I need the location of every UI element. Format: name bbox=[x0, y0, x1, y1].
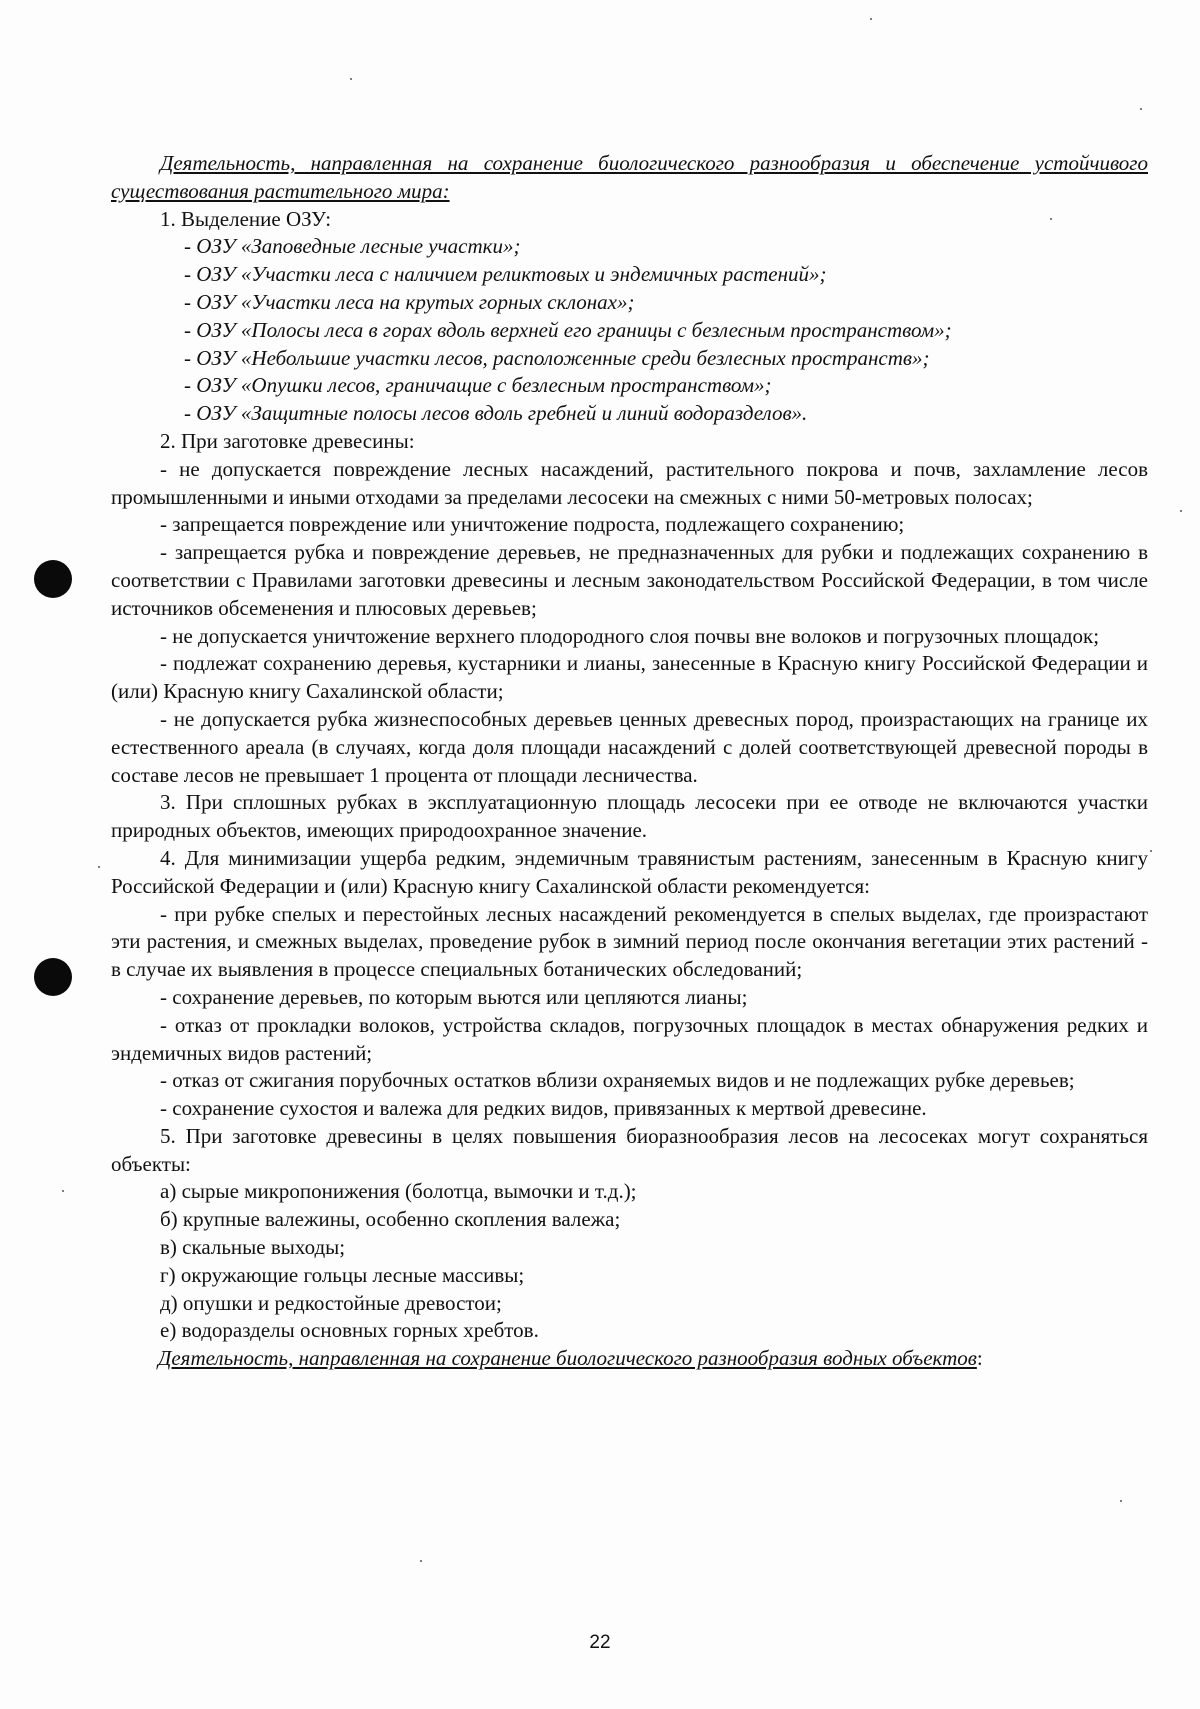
ozu-list-item: - ОЗУ «Участки леса с наличием реликтовых и эндемичных растений»; bbox=[184, 262, 827, 287]
ozu-list-item: - ОЗУ «Полосы леса в горах вдоль верхней его границы с безлесным пространством»; bbox=[184, 317, 952, 342]
ozu-list-item: - ОЗУ «Участки леса на крутых горных склонах»; bbox=[184, 289, 635, 314]
item-2-list-item: - запрещается рубка и повреждение деревьев, не предназначенных для рубки и подлежащих сохранению в соответствии с Правилами заготовки древесины и лесным законодательством Российской Федерации, в том числе источников обсеменения и плюсовых деревьев; bbox=[111, 540, 1148, 620]
scan-speck bbox=[870, 18, 872, 20]
scan-speck bbox=[1140, 108, 1142, 110]
ozu-list-item: - ОЗУ «Опушки лесов, граничащие с безлесным пространством»; bbox=[184, 373, 772, 398]
scan-speck bbox=[420, 1560, 422, 1562]
item-4-list-item: - отказ от прокладки волоков, устройства складов, погрузочных площадок в местах обнаружения редких и эндемичных видов растений; bbox=[111, 1012, 1148, 1065]
item-4-paragraph: 4. Для минимизации ущерба редким, эндемичным травянистым растениям, занесенным в Красную книгу Российской Федерации и (или) Красную книгу Сахалинской области рекомендуется: bbox=[111, 845, 1148, 898]
item-2-list-item: - не допускается уничтожение верхнего плодородного слоя почвы вне волоков и погрузочных площадок; bbox=[160, 623, 1100, 648]
ozu-list-item: - ОЗУ «Небольшие участки лесов, расположенные среди безлесных пространств»; bbox=[184, 345, 930, 370]
item-5-list-item: б) крупные валежины, особенно скопления валежа; bbox=[160, 1207, 621, 1232]
item-2-list-item: - не допускается повреждение лесных насаждений, растительного покрова и почв, захламление лесов промышленными и иными отходами за пределами лесосеки на смежных с ними 50-метровых полосах; bbox=[111, 456, 1148, 509]
section-heading-water-text: Деятельность, направленная на сохранение биологического разнообразия водных объектов bbox=[158, 1346, 977, 1371]
item-2-list-item: - запрещается повреждение или уничтожение подроста, подлежащего сохранению; bbox=[160, 512, 905, 537]
item-5-list bbox=[111, 1178, 1148, 1345]
ozu-list-item: - ОЗУ «Защитные полосы лесов вдоль гребней и линий водоразделов». bbox=[184, 401, 808, 426]
punch-hole-top bbox=[34, 560, 72, 598]
section-heading-plants: Деятельность, направленная на сохранение биологического разнообразия и обеспечение устойчивого существования растительного мира: bbox=[111, 151, 1148, 203]
scan-speck bbox=[350, 78, 352, 80]
item-4-list bbox=[111, 901, 1148, 1123]
item-5-list-item: г) окружающие гольцы лесные массивы; bbox=[160, 1262, 525, 1287]
item-4-list-item: - отказ от сжигания порубочных остатков вблизи охраняемых видов и не подлежащих рубке деревьев; bbox=[160, 1068, 1075, 1093]
section-heading-water bbox=[111, 1345, 1148, 1373]
item-2-list-item: - подлежат сохранению деревья, кустарники и лианы, занесенные в Красную книгу Российской Федерации и (или) Красную книгу Сахалинской области; bbox=[111, 651, 1148, 704]
scan-speck bbox=[1180, 510, 1182, 512]
item-3-paragraph: 3. При сплошных рубках в эксплуатационную площадь лесосеки при ее отводе не включаются участки природных объектов, имеющих природоохранное значение. bbox=[111, 790, 1148, 843]
section-heading-water-colon: : bbox=[976, 1346, 983, 1371]
item-4-list-item: - сохранение деревьев, по которым вьются или цепляются лианы; bbox=[160, 984, 748, 1009]
punch-hole-bottom bbox=[34, 958, 72, 996]
item-5-list-item: е) водоразделы основных горных хребтов. bbox=[160, 1318, 539, 1343]
item-4-list-item: - при рубке спелых и перестойных лесных насаждений рекомендуется в спелых выделах, где произрастают эти растения, и смежных выделах, проведение рубок в зимний период после окончания вегетации этих растений - в случае их выявления в процессе специальных ботанических обследований; bbox=[111, 901, 1148, 982]
scan-speck bbox=[1150, 850, 1152, 852]
item-4-list-item: - сохранение сухостоя и валежа для редких видов, привязанных к мертвой древесине. bbox=[160, 1096, 927, 1121]
ozu-list bbox=[111, 233, 1148, 428]
scan-speck bbox=[62, 1190, 64, 1192]
page-number: 22 bbox=[589, 1632, 611, 1653]
item-5-list-item: д) опушки и редкостойные древостои; bbox=[160, 1290, 502, 1315]
item-5-paragraph: 5. При заготовке древесины в целях повышения биоразнообразия лесов на лесосеках могут сохраняться объекты: bbox=[111, 1123, 1148, 1176]
item-5-list-item: а) сырые микропонижения (болотца, вымочки и т.д.); bbox=[160, 1179, 637, 1204]
ozu-list-item: - ОЗУ «Заповедные лесные участки»; bbox=[184, 234, 521, 259]
document-body bbox=[111, 150, 1148, 1373]
scan-speck bbox=[1120, 1500, 1122, 1502]
item-5-list-item: в) скальные выходы; bbox=[160, 1235, 346, 1260]
scan-speck bbox=[98, 866, 100, 868]
item-2-list-item: - не допускается рубка жизнеспособных деревьев ценных древесных пород, произрастающих на границе их естественного ареала (в случаях, когда доля площади насаждений с долей соответствующей древесной породы в составе лесов не превышает 1 процента от площади лесничества. bbox=[111, 706, 1148, 787]
item-2-title: 2. При заготовке древесины: bbox=[160, 428, 415, 453]
item-2-list bbox=[111, 456, 1148, 790]
item-1-title: 1. Выделение ОЗУ: bbox=[160, 206, 332, 231]
